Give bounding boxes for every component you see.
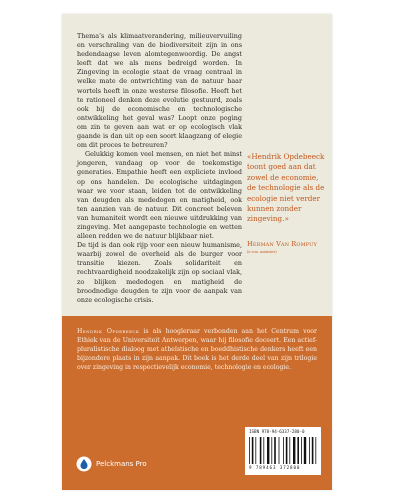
publisher-logo [76, 454, 147, 474]
barcode-area [245, 427, 321, 475]
author-bio-text: is als hoogleraar verbonden aan het Centrum voor Ethiek van de Universiteit Antwerpen, waar hij filosofie doceert. Een actief-pluralistische dialoog met atheïstische en boeddhistische denkers heeft een bijzondere plaats in zijn aanpak. Dit boek is het derde deel van zijn trilogie over zingeving in respectievelijk economie, technologie en ecologie. [77, 328, 317, 371]
cover-top-section [62, 14, 332, 316]
author-bio [77, 327, 317, 372]
isbn-label: ISBN 978-94-6337-280-0 [249, 429, 305, 434]
publisher-drop-icon [76, 456, 92, 472]
publisher-name: Pelckmans Pro [96, 460, 147, 468]
blurb-text [77, 32, 242, 305]
book-back-cover [62, 14, 332, 490]
cover-bottom-section [62, 316, 332, 490]
blurb-paragraph-3: De tijd is dan ook rijp voor een nieuw humanisme, waarbij zowel de overheid als de burger voor transitie kiezen. Zoals solidariteit en rechtvaardigheid noodzakelijk zijn op sociaal vlak, zo blijken mededogen en matigheid de broodnodige deugden te zijn voor de aanpak van onze ecologische crisis. [77, 241, 242, 304]
author-bio-name: Hendrik Opdebeeck [77, 328, 140, 335]
barcode-icon [248, 437, 318, 465]
endorsement-quote: «Hendrik Opdebeeck toont goed aan dat zowel de economie, de technologie als de ecologie niet verder kunnen zonder zingeving.» [247, 152, 325, 224]
endorsement-author-role: (e.v.m. minister) [247, 250, 277, 254]
blurb-paragraph-2: Gelukkig komen veel mensen, en niet het minst jongeren, vandaag op voor de toekomstige generaties. Empathie heeft een expliciete invloed op ons handelen. De ecologische uitdagingen waar we voor staan, leiden tot de ontwikkeling van deugden als mededogen en matigheid, ook ten aanzien van de natuur. Dit concreet beleven van humaniteit wordt een nieuwe uitdrukking van zingeving. Met aangepaste technologie en wetten alleen redden we de natuur blijkbaar niet. [77, 150, 242, 241]
barcode-digits: 9 789463 372800 [249, 465, 301, 470]
endorsement-author: Herman Van Rompuy [247, 240, 317, 248]
blurb-paragraph-1: Thema’s als klimaatverandering, milieuvervuiling en verschraling van de biodiversiteit zijn in ons hedendaagse leven alomtegenwoordig. De angst leeft dat we als mens bedreigd worden. In Zingeving in ecologie staat de vraag centraal in welke mate de ontwrichting van de natuur haar wortels heeft in onze westerse filosofie. Heeft het te rationeel denken deze evolutie gestuurd, zoals ook bij de economische en technologische ontwikkeling het geval was? Loopt onze poging om zin te geven aan wat er op ecologisch vlak gaande is dan uit op een soort klaagzang of elegie om dit proces te betreuren? [77, 32, 242, 150]
